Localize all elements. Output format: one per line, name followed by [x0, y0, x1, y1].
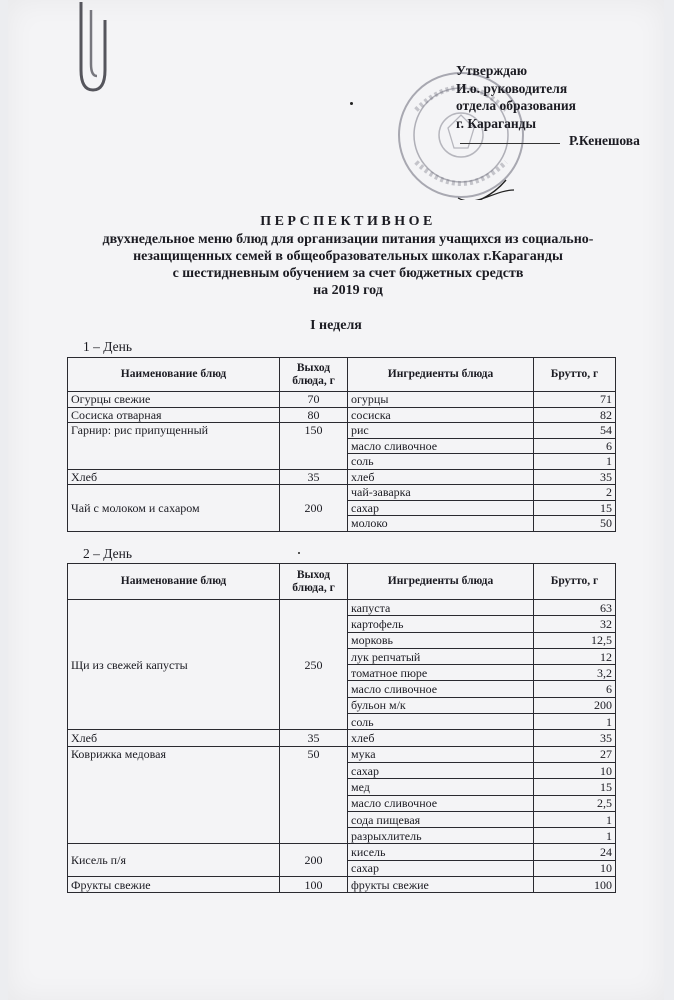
- approval-block: [456, 62, 576, 132]
- dish-name: Хлеб: [68, 730, 280, 746]
- ingredient-gross: 63: [534, 600, 616, 616]
- dish-yield: 80: [280, 407, 348, 423]
- ingredient-gross: 82: [534, 407, 616, 423]
- ingredient-gross: 24: [534, 844, 616, 860]
- ingredient-gross: 35: [534, 730, 616, 746]
- ingredient-gross: 6: [534, 438, 616, 454]
- header-dish: Наименование блюд: [68, 358, 280, 392]
- ingredient-gross: 27: [534, 746, 616, 762]
- ingredient-gross: 54: [534, 423, 616, 439]
- ingredient-name: огурцы: [348, 392, 534, 408]
- table-row: [68, 469, 616, 485]
- ingredient-gross: 12: [534, 648, 616, 664]
- ingredient-gross: 6: [534, 681, 616, 697]
- ingredient-name: хлеб: [348, 730, 534, 746]
- ingredient-gross: 1: [534, 811, 616, 827]
- title-line: двухнедельное меню блюд для организации питания учащихся из социально-: [102, 232, 594, 247]
- table-row: [68, 423, 616, 439]
- header-ingredients: Ингредиенты блюда: [348, 564, 534, 600]
- week-label: I неделя: [310, 318, 362, 333]
- ingredient-gross: 3,2: [534, 665, 616, 681]
- ingredient-name: сода пищевая: [348, 811, 534, 827]
- ingredient-name: рис: [348, 423, 534, 439]
- dish-yield: 200: [280, 485, 348, 532]
- ingredient-gross: 200: [534, 697, 616, 713]
- ingredient-name: томатное пюре: [348, 665, 534, 681]
- header-dish: Наименование блюд: [68, 564, 280, 600]
- dish-yield: 35: [280, 730, 348, 746]
- dish-yield: 200: [280, 844, 348, 877]
- ingredient-name: лук репчатый: [348, 648, 534, 664]
- signer-name: Р.Кенешова: [569, 133, 640, 148]
- dish-name: Фрукты свежие: [68, 877, 280, 893]
- ingredient-name: масло сливочное: [348, 438, 534, 454]
- ink-dot: [350, 102, 353, 105]
- ingredient-gross: 71: [534, 392, 616, 408]
- table-row: [68, 877, 616, 893]
- ingredient-gross: 12,5: [534, 632, 616, 648]
- dish-name: Щи из свежей капусты: [68, 600, 280, 730]
- ingredient-name: чай-заварка: [348, 485, 534, 501]
- day-label: 1 – День: [83, 339, 132, 354]
- ingredient-name: капуста: [348, 600, 534, 616]
- header-yield: Выход блюда, г: [280, 564, 348, 600]
- ingredient-name: сахар: [348, 500, 534, 516]
- ingredient-gross: 1: [534, 828, 616, 844]
- table-row: [68, 392, 616, 408]
- ingredient-name: мед: [348, 779, 534, 795]
- dish-name: Чай с молоком и сахаром: [68, 485, 280, 532]
- ingredient-gross: 2: [534, 485, 616, 501]
- menu-table-day-1: [67, 357, 616, 532]
- signature-line: [460, 143, 560, 144]
- dish-name: Гарнир: рис припущенный: [68, 423, 280, 470]
- ingredient-gross: 15: [534, 500, 616, 516]
- header-gross: Брутто, г: [534, 564, 616, 600]
- ingredient-name: масло сливочное: [348, 795, 534, 811]
- ingredient-gross: 35: [534, 469, 616, 485]
- dish-name: Коврижка медовая: [68, 746, 280, 844]
- table-row: [68, 844, 616, 860]
- ingredient-name: кисель: [348, 844, 534, 860]
- ingredient-gross: 10: [534, 762, 616, 778]
- approval-line: г. Караганды: [456, 115, 537, 131]
- ingredient-name: мука: [348, 746, 534, 762]
- ingredient-name: сахар: [348, 762, 534, 778]
- dish-name: Кисель п/я: [68, 844, 280, 877]
- dish-yield: 70: [280, 392, 348, 408]
- ingredient-gross: 32: [534, 616, 616, 632]
- ingredient-name: сахар: [348, 860, 534, 876]
- ingredient-gross: 1: [534, 714, 616, 730]
- document-title: [68, 213, 628, 299]
- title-main: ПЕРСПЕКТИВНОЕ: [260, 214, 436, 229]
- approval-line: отдела образования: [456, 98, 576, 113]
- dish-yield: 35: [280, 469, 348, 485]
- ingredient-name: молоко: [348, 516, 534, 532]
- ingredient-gross: 10: [534, 860, 616, 876]
- day-label: 2 – День: [83, 546, 132, 561]
- approval-line: И.о. руководителя: [456, 80, 568, 96]
- ingredient-name: морковь: [348, 632, 534, 648]
- header-yield: Выход блюда, г: [280, 358, 348, 392]
- title-line: незащищенных семей в общеобразовательных школах г.Караганды: [133, 249, 563, 264]
- ingredient-gross: 15: [534, 779, 616, 795]
- title-line: с шестидневным обучением за счет бюджетных средств: [172, 266, 524, 281]
- dish-yield: 250: [280, 600, 348, 730]
- table-row: [68, 407, 616, 423]
- paper-clip-icon: [63, 0, 123, 100]
- dish-yield: 150: [280, 423, 348, 470]
- table-row: [68, 730, 616, 746]
- ingredient-name: картофель: [348, 616, 534, 632]
- ingredient-name: разрыхлитель: [348, 828, 534, 844]
- dish-yield: 50: [280, 746, 348, 844]
- table-row: [68, 485, 616, 501]
- ingredient-name: бульон м/к: [348, 697, 534, 713]
- document-page: [8, 0, 664, 1000]
- table-row: [68, 600, 616, 616]
- ingredient-name: сосиска: [348, 407, 534, 423]
- dish-name: Огурцы свежие: [68, 392, 280, 408]
- dish-name: Хлеб: [68, 469, 280, 485]
- header-gross: Брутто, г: [534, 358, 616, 392]
- table-row: [68, 746, 616, 762]
- title-line: на 2019 год: [313, 283, 383, 298]
- dish-yield: 100: [280, 877, 348, 893]
- ingredient-name: соль: [348, 714, 534, 730]
- ingredient-gross: 1: [534, 454, 616, 470]
- approval-line: Утверждаю: [456, 63, 528, 78]
- ingredient-gross: 2,5: [534, 795, 616, 811]
- ingredient-name: хлеб: [348, 469, 534, 485]
- ingredient-gross: 100: [534, 877, 616, 893]
- ink-dot: [298, 552, 300, 554]
- ingredient-gross: 50: [534, 516, 616, 532]
- ingredient-name: масло сливочное: [348, 681, 534, 697]
- ingredient-name: соль: [348, 454, 534, 470]
- ingredient-name: фрукты свежие: [348, 877, 534, 893]
- dish-name: Сосиска отварная: [68, 407, 280, 423]
- menu-table-day-2: [67, 563, 616, 893]
- header-ingredients: Ингредиенты блюда: [348, 358, 534, 392]
